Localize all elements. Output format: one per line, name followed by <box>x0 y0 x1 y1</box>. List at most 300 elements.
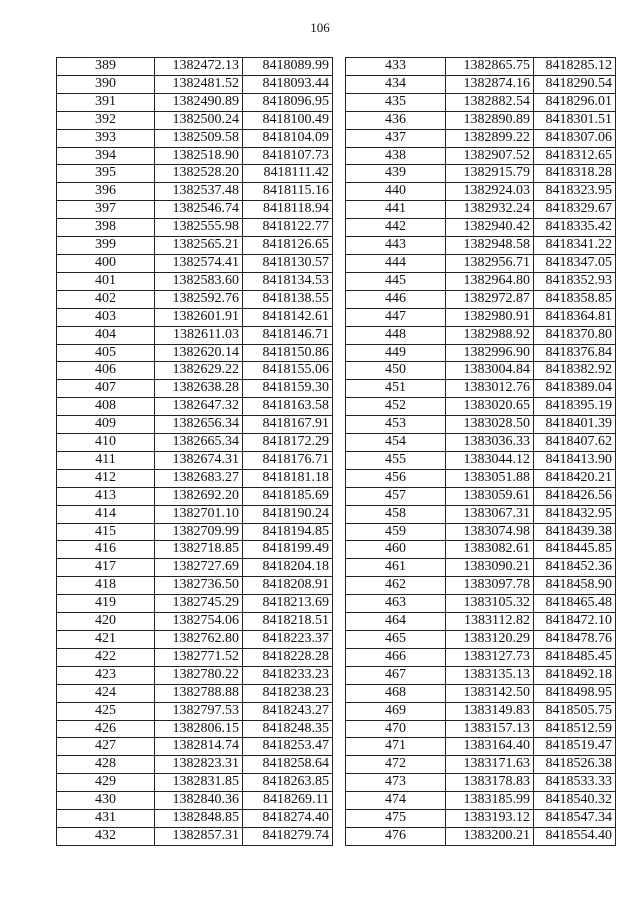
point-number-cell: 436 <box>346 111 446 129</box>
y-coordinate-cell: 8418401.39 <box>534 416 616 434</box>
point-number-cell: 405 <box>57 344 155 362</box>
y-coordinate-cell: 8418370.80 <box>534 326 616 344</box>
x-coordinate-cell: 1383127.73 <box>446 648 534 666</box>
point-number-cell: 449 <box>346 344 446 362</box>
table-row <box>346 702 616 720</box>
point-number-cell: 425 <box>57 702 155 720</box>
point-number-cell: 426 <box>57 720 155 738</box>
x-coordinate-cell: 1382683.27 <box>155 469 243 487</box>
x-coordinate-cell: 1382718.85 <box>155 541 243 559</box>
y-coordinate-cell: 8418547.34 <box>534 810 616 828</box>
x-coordinate-cell: 1383036.33 <box>446 434 534 452</box>
point-number-cell: 465 <box>346 631 446 649</box>
table-row <box>346 434 616 452</box>
y-coordinate-cell: 8418358.85 <box>534 290 616 308</box>
point-number-cell: 402 <box>57 290 155 308</box>
table-row <box>346 183 616 201</box>
x-coordinate-cell: 1383185.99 <box>446 792 534 810</box>
x-coordinate-cell: 1383120.29 <box>446 631 534 649</box>
x-coordinate-cell: 1382692.20 <box>155 487 243 505</box>
x-coordinate-cell: 1383193.12 <box>446 810 534 828</box>
point-number-cell: 447 <box>346 308 446 326</box>
table-row <box>57 201 333 219</box>
y-coordinate-cell: 8418335.42 <box>534 219 616 237</box>
table-row <box>57 523 333 541</box>
y-coordinate-cell: 8418089.99 <box>243 58 333 76</box>
x-coordinate-cell: 1383090.21 <box>446 559 534 577</box>
y-coordinate-cell: 8418312.65 <box>534 147 616 165</box>
point-number-cell: 471 <box>346 738 446 756</box>
y-coordinate-cell: 8418478.76 <box>534 631 616 649</box>
page-number: 106 <box>310 20 330 35</box>
table-row <box>57 129 333 147</box>
point-number-cell: 393 <box>57 129 155 147</box>
table-row <box>346 237 616 255</box>
x-coordinate-cell: 1383067.31 <box>446 505 534 523</box>
x-coordinate-cell: 1382509.58 <box>155 129 243 147</box>
y-coordinate-cell: 8418505.75 <box>534 702 616 720</box>
point-number-cell: 469 <box>346 702 446 720</box>
x-coordinate-cell: 1382996.90 <box>446 344 534 362</box>
table-row <box>346 147 616 165</box>
table-row <box>346 738 616 756</box>
point-number-cell: 401 <box>57 272 155 290</box>
point-number-cell: 429 <box>57 774 155 792</box>
point-number-cell: 461 <box>346 559 446 577</box>
point-number-cell: 423 <box>57 666 155 684</box>
point-number-cell: 472 <box>346 756 446 774</box>
y-coordinate-cell: 8418150.86 <box>243 344 333 362</box>
x-coordinate-cell: 1382940.42 <box>446 219 534 237</box>
x-coordinate-cell: 1382780.22 <box>155 666 243 684</box>
x-coordinate-cell: 1382528.20 <box>155 165 243 183</box>
x-coordinate-cell: 1383012.76 <box>446 380 534 398</box>
point-number-cell: 399 <box>57 237 155 255</box>
table-row <box>57 720 333 738</box>
x-coordinate-cell: 1382674.31 <box>155 451 243 469</box>
y-coordinate-cell: 8418104.09 <box>243 129 333 147</box>
table-row <box>346 792 616 810</box>
x-coordinate-cell: 1383200.21 <box>446 827 534 845</box>
point-number-cell: 453 <box>346 416 446 434</box>
x-coordinate-cell: 1382865.75 <box>446 58 534 76</box>
table-row <box>346 308 616 326</box>
x-coordinate-cell: 1382840.36 <box>155 792 243 810</box>
x-coordinate-cell: 1382754.06 <box>155 613 243 631</box>
coordinates-table-right <box>345 57 616 846</box>
y-coordinate-cell: 8418279.74 <box>243 827 333 845</box>
point-number-cell: 428 <box>57 756 155 774</box>
point-number-cell: 474 <box>346 792 446 810</box>
point-number-cell: 404 <box>57 326 155 344</box>
table-row <box>346 326 616 344</box>
point-number-cell: 420 <box>57 613 155 631</box>
table-row <box>57 451 333 469</box>
y-coordinate-cell: 8418134.53 <box>243 272 333 290</box>
x-coordinate-cell: 1382701.10 <box>155 505 243 523</box>
y-coordinate-cell: 8418228.28 <box>243 648 333 666</box>
x-coordinate-cell: 1382932.24 <box>446 201 534 219</box>
y-coordinate-cell: 8418100.49 <box>243 111 333 129</box>
x-coordinate-cell: 1382638.28 <box>155 380 243 398</box>
x-coordinate-cell: 1382727.69 <box>155 559 243 577</box>
y-coordinate-cell: 8418526.38 <box>534 756 616 774</box>
table-row <box>57 827 333 845</box>
x-coordinate-cell: 1383082.61 <box>446 541 534 559</box>
point-number-cell: 398 <box>57 219 155 237</box>
table-row <box>57 541 333 559</box>
y-coordinate-cell: 8418364.81 <box>534 308 616 326</box>
table-row <box>57 416 333 434</box>
y-coordinate-cell: 8418213.69 <box>243 595 333 613</box>
table-row <box>57 362 333 380</box>
y-coordinate-cell: 8418382.92 <box>534 362 616 380</box>
x-coordinate-cell: 1383059.61 <box>446 487 534 505</box>
y-coordinate-cell: 8418318.28 <box>534 165 616 183</box>
x-coordinate-cell: 1383171.63 <box>446 756 534 774</box>
table-row <box>346 469 616 487</box>
x-coordinate-cell: 1383178.83 <box>446 774 534 792</box>
table-row <box>57 792 333 810</box>
x-coordinate-cell: 1382788.88 <box>155 684 243 702</box>
y-coordinate-cell: 8418258.64 <box>243 756 333 774</box>
table-row <box>57 756 333 774</box>
y-coordinate-cell: 8418323.95 <box>534 183 616 201</box>
y-coordinate-cell: 8418432.95 <box>534 505 616 523</box>
table-row <box>57 559 333 577</box>
y-coordinate-cell: 8418223.37 <box>243 631 333 649</box>
table-row <box>346 398 616 416</box>
y-coordinate-cell: 8418172.29 <box>243 434 333 452</box>
table-row <box>57 219 333 237</box>
y-coordinate-cell: 8418492.18 <box>534 666 616 684</box>
x-coordinate-cell: 1382964.80 <box>446 272 534 290</box>
y-coordinate-cell: 8418253.47 <box>243 738 333 756</box>
x-coordinate-cell: 1383028.50 <box>446 416 534 434</box>
y-coordinate-cell: 8418243.27 <box>243 702 333 720</box>
point-number-cell: 451 <box>346 380 446 398</box>
y-coordinate-cell: 8418472.10 <box>534 613 616 631</box>
x-coordinate-cell: 1382882.54 <box>446 93 534 111</box>
y-coordinate-cell: 8418307.06 <box>534 129 616 147</box>
table-row <box>346 272 616 290</box>
point-number-cell: 441 <box>346 201 446 219</box>
y-coordinate-cell: 8418194.85 <box>243 523 333 541</box>
point-number-cell: 421 <box>57 631 155 649</box>
y-coordinate-cell: 8418540.32 <box>534 792 616 810</box>
table-row <box>346 487 616 505</box>
point-number-cell: 437 <box>346 129 446 147</box>
point-number-cell: 434 <box>346 75 446 93</box>
table-row <box>346 344 616 362</box>
table-row <box>57 434 333 452</box>
y-coordinate-cell: 8418341.22 <box>534 237 616 255</box>
x-coordinate-cell: 1382546.74 <box>155 201 243 219</box>
point-number-cell: 438 <box>346 147 446 165</box>
point-number-cell: 439 <box>346 165 446 183</box>
y-coordinate-cell: 8418208.91 <box>243 577 333 595</box>
table-row <box>57 702 333 720</box>
y-coordinate-cell: 8418263.85 <box>243 774 333 792</box>
point-number-cell: 445 <box>346 272 446 290</box>
x-coordinate-cell: 1382771.52 <box>155 648 243 666</box>
x-coordinate-cell: 1382874.16 <box>446 75 534 93</box>
table-row <box>346 380 616 398</box>
x-coordinate-cell: 1382611.03 <box>155 326 243 344</box>
point-number-cell: 452 <box>346 398 446 416</box>
x-coordinate-cell: 1383074.98 <box>446 523 534 541</box>
x-coordinate-cell: 1382601.91 <box>155 308 243 326</box>
y-coordinate-cell: 8418130.57 <box>243 254 333 272</box>
point-number-cell: 467 <box>346 666 446 684</box>
point-number-cell: 462 <box>346 577 446 595</box>
x-coordinate-cell: 1383142.50 <box>446 684 534 702</box>
table-row <box>57 147 333 165</box>
point-number-cell: 433 <box>346 58 446 76</box>
point-number-cell: 395 <box>57 165 155 183</box>
x-coordinate-cell: 1382899.22 <box>446 129 534 147</box>
table-row <box>57 290 333 308</box>
point-number-cell: 470 <box>346 720 446 738</box>
table-row <box>57 469 333 487</box>
table-row <box>57 58 333 76</box>
table-row <box>57 505 333 523</box>
point-number-cell: 424 <box>57 684 155 702</box>
point-number-cell: 459 <box>346 523 446 541</box>
y-coordinate-cell: 8418301.51 <box>534 111 616 129</box>
x-coordinate-cell: 1382988.92 <box>446 326 534 344</box>
y-coordinate-cell: 8418285.12 <box>534 58 616 76</box>
point-number-cell: 435 <box>346 93 446 111</box>
point-number-cell: 440 <box>346 183 446 201</box>
x-coordinate-cell: 1382490.89 <box>155 93 243 111</box>
point-number-cell: 416 <box>57 541 155 559</box>
y-coordinate-cell: 8418190.24 <box>243 505 333 523</box>
y-coordinate-cell: 8418096.95 <box>243 93 333 111</box>
table-row <box>57 398 333 416</box>
point-number-cell: 391 <box>57 93 155 111</box>
point-number-cell: 464 <box>346 613 446 631</box>
x-coordinate-cell: 1383164.40 <box>446 738 534 756</box>
point-number-cell: 430 <box>57 792 155 810</box>
x-coordinate-cell: 1382762.80 <box>155 631 243 649</box>
table-row <box>57 810 333 828</box>
table-row <box>346 201 616 219</box>
x-coordinate-cell: 1383149.83 <box>446 702 534 720</box>
x-coordinate-cell: 1383020.65 <box>446 398 534 416</box>
y-coordinate-cell: 8418176.71 <box>243 451 333 469</box>
x-coordinate-cell: 1382592.76 <box>155 290 243 308</box>
y-coordinate-cell: 8418519.47 <box>534 738 616 756</box>
y-coordinate-cell: 8418352.93 <box>534 272 616 290</box>
point-number-cell: 455 <box>346 451 446 469</box>
table-row <box>57 308 333 326</box>
table-row <box>57 595 333 613</box>
x-coordinate-cell: 1382857.31 <box>155 827 243 845</box>
y-coordinate-cell: 8418452.36 <box>534 559 616 577</box>
y-coordinate-cell: 8418533.33 <box>534 774 616 792</box>
table-row <box>57 666 333 684</box>
y-coordinate-cell: 8418512.59 <box>534 720 616 738</box>
x-coordinate-cell: 1382915.79 <box>446 165 534 183</box>
point-number-cell: 400 <box>57 254 155 272</box>
table-row <box>346 58 616 76</box>
point-number-cell: 454 <box>346 434 446 452</box>
point-number-cell: 406 <box>57 362 155 380</box>
table-row <box>346 111 616 129</box>
y-coordinate-cell: 8418199.49 <box>243 541 333 559</box>
point-number-cell: 408 <box>57 398 155 416</box>
table-row <box>346 541 616 559</box>
point-number-cell: 468 <box>346 684 446 702</box>
point-number-cell: 394 <box>57 147 155 165</box>
point-number-cell: 448 <box>346 326 446 344</box>
x-coordinate-cell: 1383135.13 <box>446 666 534 684</box>
x-coordinate-cell: 1383157.13 <box>446 720 534 738</box>
x-coordinate-cell: 1382537.48 <box>155 183 243 201</box>
point-number-cell: 412 <box>57 469 155 487</box>
y-coordinate-cell: 8418146.71 <box>243 326 333 344</box>
y-coordinate-cell: 8418395.19 <box>534 398 616 416</box>
x-coordinate-cell: 1382629.22 <box>155 362 243 380</box>
y-coordinate-cell: 8418329.67 <box>534 201 616 219</box>
y-coordinate-cell: 8418248.35 <box>243 720 333 738</box>
x-coordinate-cell: 1382555.98 <box>155 219 243 237</box>
x-coordinate-cell: 1382665.34 <box>155 434 243 452</box>
x-coordinate-cell: 1383004.84 <box>446 362 534 380</box>
coordinates-table-left <box>56 57 333 846</box>
x-coordinate-cell: 1382565.21 <box>155 237 243 255</box>
y-coordinate-cell: 8418122.77 <box>243 219 333 237</box>
y-coordinate-cell: 8418111.42 <box>243 165 333 183</box>
point-number-cell: 443 <box>346 237 446 255</box>
point-number-cell: 463 <box>346 595 446 613</box>
point-number-cell: 466 <box>346 648 446 666</box>
point-number-cell: 457 <box>346 487 446 505</box>
table-row <box>346 631 616 649</box>
x-coordinate-cell: 1382924.03 <box>446 183 534 201</box>
point-number-cell: 397 <box>57 201 155 219</box>
x-coordinate-cell: 1383097.78 <box>446 577 534 595</box>
table-row <box>57 326 333 344</box>
x-coordinate-cell: 1382518.90 <box>155 147 243 165</box>
x-coordinate-cell: 1382848.85 <box>155 810 243 828</box>
y-coordinate-cell: 8418407.62 <box>534 434 616 452</box>
table-row <box>346 613 616 631</box>
x-coordinate-cell: 1382709.99 <box>155 523 243 541</box>
y-coordinate-cell: 8418347.05 <box>534 254 616 272</box>
x-coordinate-cell: 1382500.24 <box>155 111 243 129</box>
point-number-cell: 418 <box>57 577 155 595</box>
y-coordinate-cell: 8418118.94 <box>243 201 333 219</box>
table-row <box>346 577 616 595</box>
x-coordinate-cell: 1382583.60 <box>155 272 243 290</box>
table-row <box>57 648 333 666</box>
x-coordinate-cell: 1382907.52 <box>446 147 534 165</box>
x-coordinate-cell: 1382574.41 <box>155 254 243 272</box>
table-row <box>57 613 333 631</box>
table-row <box>346 75 616 93</box>
y-coordinate-cell: 8418465.48 <box>534 595 616 613</box>
table-row <box>346 219 616 237</box>
y-coordinate-cell: 8418181.18 <box>243 469 333 487</box>
table-row <box>346 684 616 702</box>
table-row <box>57 738 333 756</box>
y-coordinate-cell: 8418439.38 <box>534 523 616 541</box>
table-row <box>57 75 333 93</box>
x-coordinate-cell: 1382890.89 <box>446 111 534 129</box>
table-row <box>57 380 333 398</box>
x-coordinate-cell: 1383112.82 <box>446 613 534 631</box>
x-coordinate-cell: 1382797.53 <box>155 702 243 720</box>
table-row <box>57 183 333 201</box>
table-row <box>346 756 616 774</box>
y-coordinate-cell: 8418218.51 <box>243 613 333 631</box>
x-coordinate-cell: 1382806.15 <box>155 720 243 738</box>
x-coordinate-cell: 1383051.88 <box>446 469 534 487</box>
table-row <box>57 93 333 111</box>
point-number-cell: 389 <box>57 58 155 76</box>
table-row <box>346 648 616 666</box>
point-number-cell: 432 <box>57 827 155 845</box>
y-coordinate-cell: 8418426.56 <box>534 487 616 505</box>
point-number-cell: 444 <box>346 254 446 272</box>
y-coordinate-cell: 8418204.18 <box>243 559 333 577</box>
y-coordinate-cell: 8418159.30 <box>243 380 333 398</box>
point-number-cell: 419 <box>57 595 155 613</box>
point-number-cell: 473 <box>346 774 446 792</box>
y-coordinate-cell: 8418185.69 <box>243 487 333 505</box>
table-row <box>346 362 616 380</box>
table-row <box>57 272 333 290</box>
y-coordinate-cell: 8418445.85 <box>534 541 616 559</box>
y-coordinate-cell: 8418498.95 <box>534 684 616 702</box>
table-row <box>346 505 616 523</box>
point-number-cell: 456 <box>346 469 446 487</box>
point-number-cell: 392 <box>57 111 155 129</box>
y-coordinate-cell: 8418155.06 <box>243 362 333 380</box>
x-coordinate-cell: 1382620.14 <box>155 344 243 362</box>
point-number-cell: 407 <box>57 380 155 398</box>
point-number-cell: 396 <box>57 183 155 201</box>
x-coordinate-cell: 1382656.34 <box>155 416 243 434</box>
point-number-cell: 410 <box>57 434 155 452</box>
point-number-cell: 411 <box>57 451 155 469</box>
table-row <box>57 344 333 362</box>
y-coordinate-cell: 8418238.23 <box>243 684 333 702</box>
y-coordinate-cell: 8418420.21 <box>534 469 616 487</box>
table-row <box>346 810 616 828</box>
table-row <box>57 165 333 183</box>
table-row <box>57 254 333 272</box>
table-row <box>57 684 333 702</box>
point-number-cell: 422 <box>57 648 155 666</box>
table-row <box>57 774 333 792</box>
x-coordinate-cell: 1382745.29 <box>155 595 243 613</box>
table-row <box>57 487 333 505</box>
y-coordinate-cell: 8418290.54 <box>534 75 616 93</box>
point-number-cell: 409 <box>57 416 155 434</box>
point-number-cell: 446 <box>346 290 446 308</box>
x-coordinate-cell: 1382972.87 <box>446 290 534 308</box>
y-coordinate-cell: 8418413.90 <box>534 451 616 469</box>
point-number-cell: 431 <box>57 810 155 828</box>
x-coordinate-cell: 1382956.71 <box>446 254 534 272</box>
point-number-cell: 415 <box>57 523 155 541</box>
x-coordinate-cell: 1382736.50 <box>155 577 243 595</box>
point-number-cell: 413 <box>57 487 155 505</box>
table-row <box>57 631 333 649</box>
